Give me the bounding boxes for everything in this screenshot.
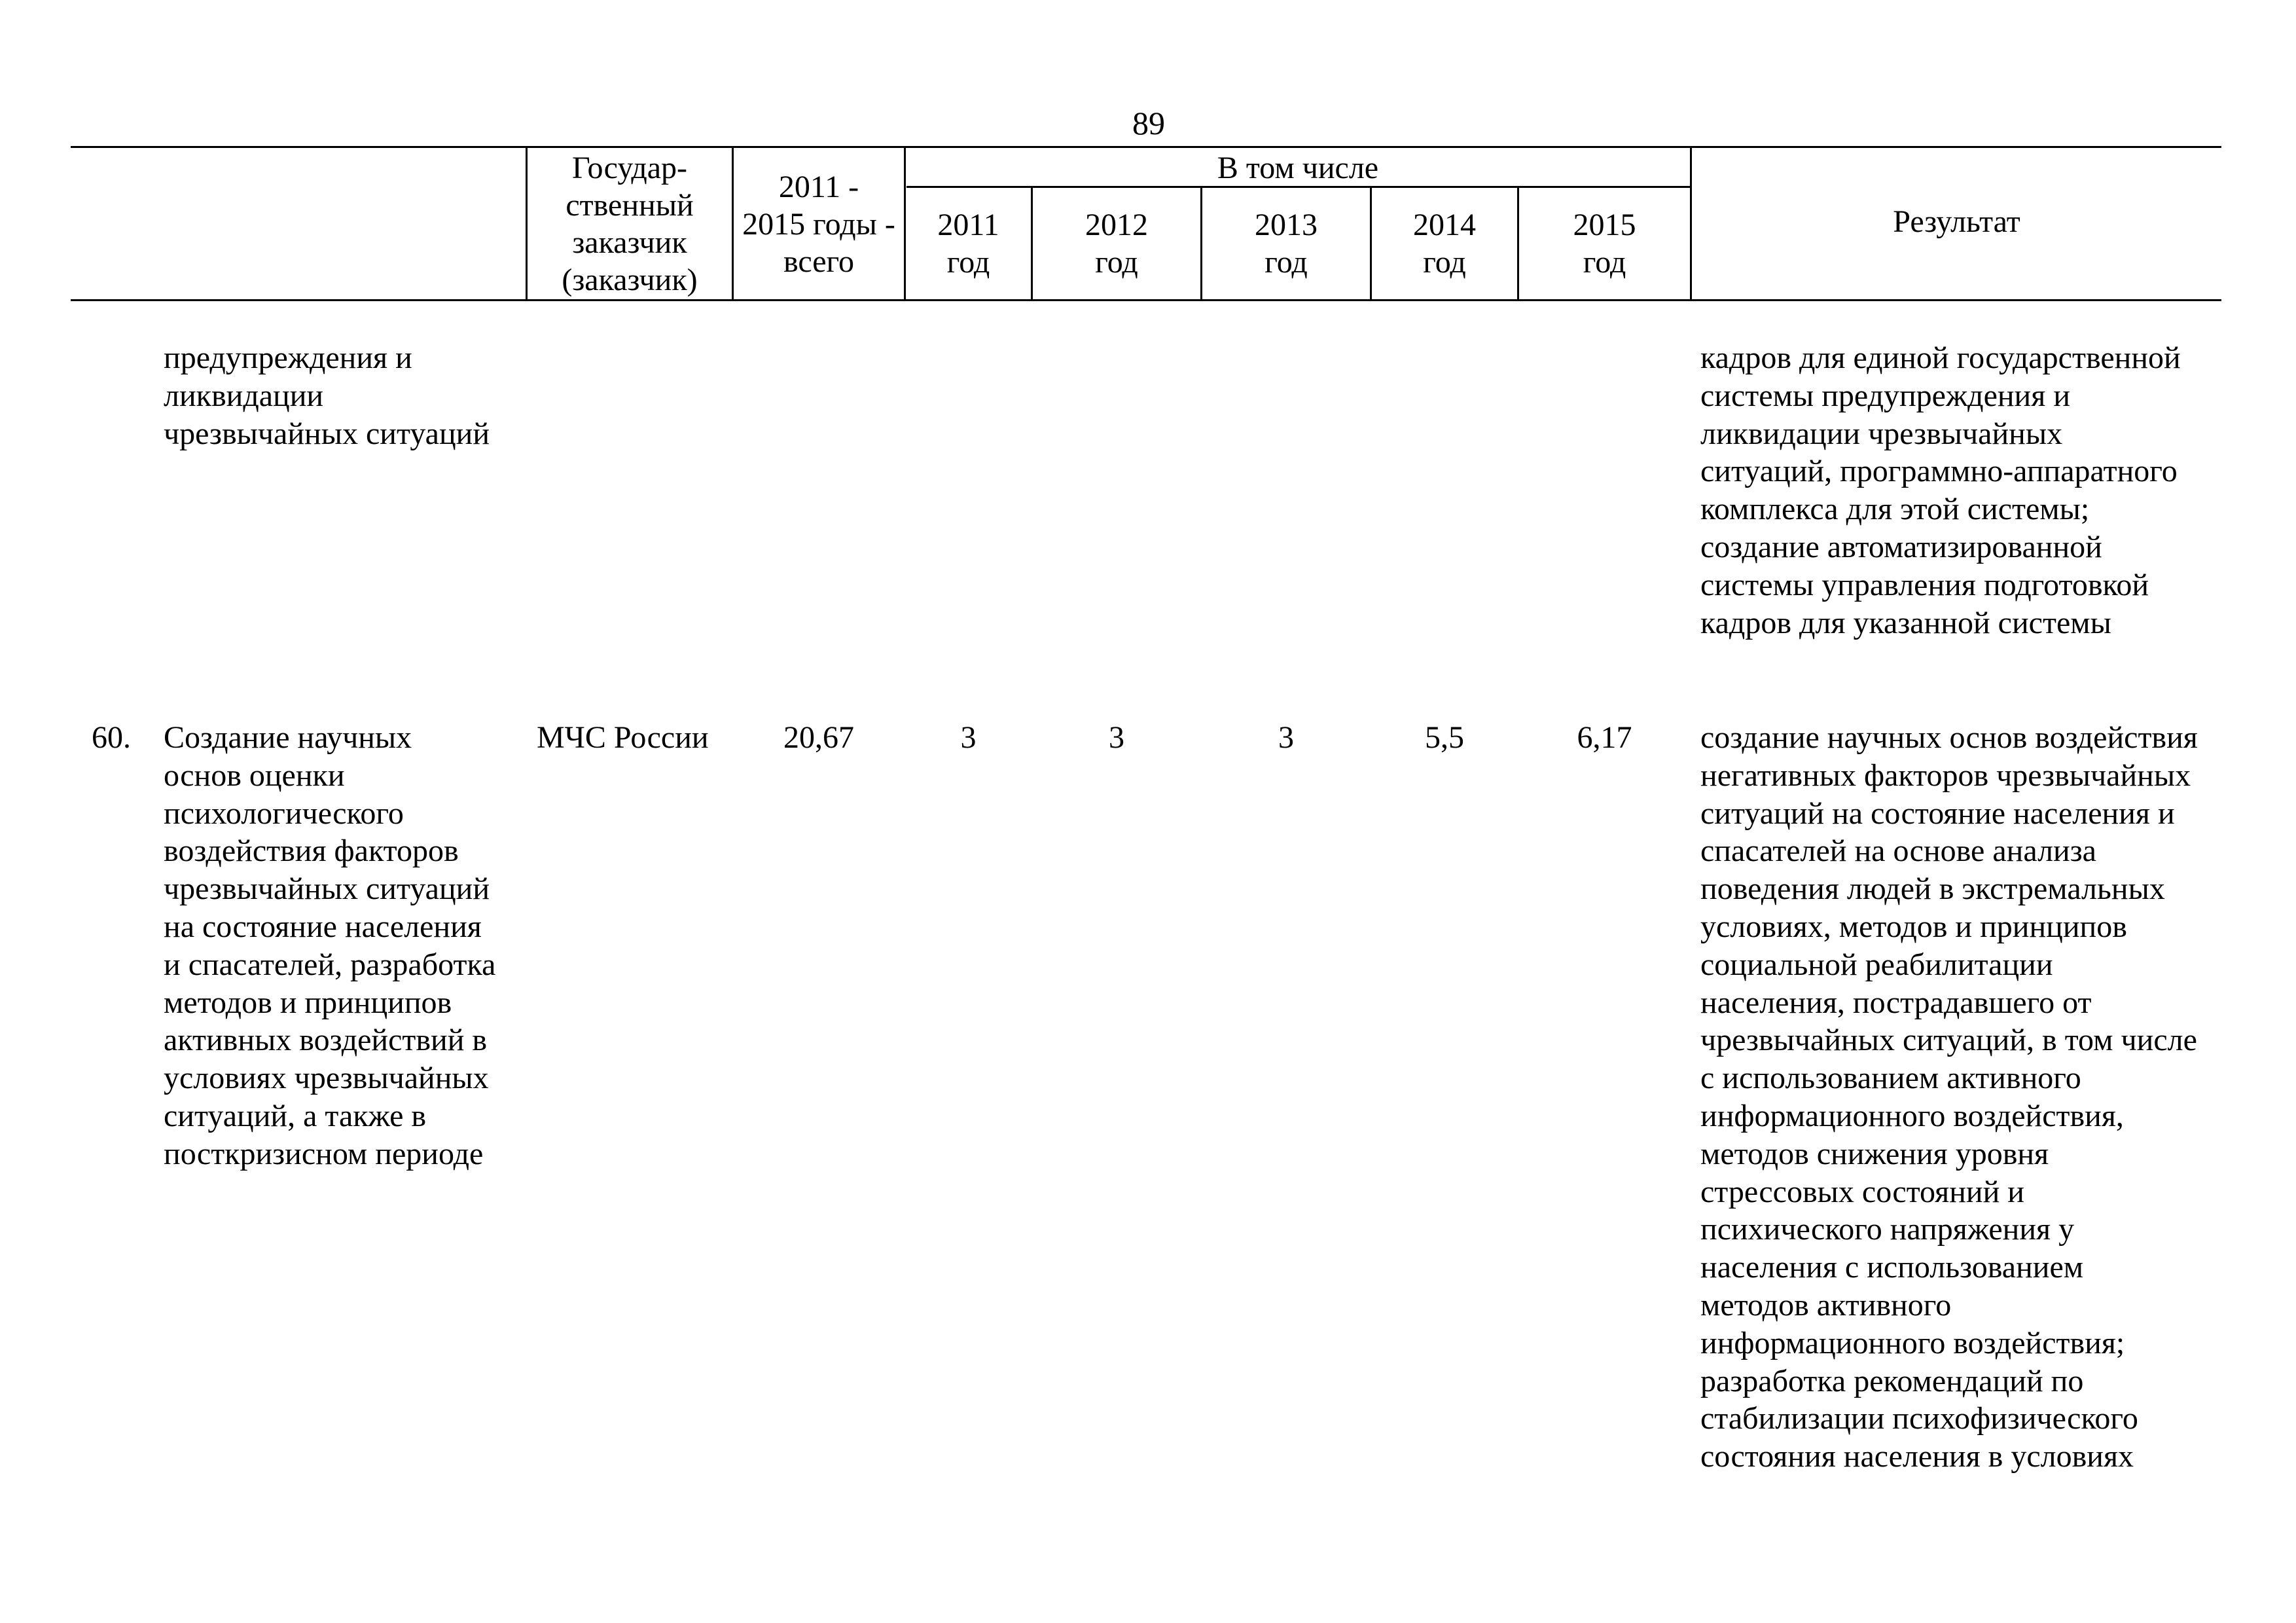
row-60-customer: МЧС России: [537, 720, 709, 755]
continued-row-name: предупреждения и ликвидации чрезвычайных ситуаций: [164, 340, 490, 451]
header-year-2015: 2015 год: [1573, 208, 1636, 280]
row-60-2014: 5,5: [1425, 720, 1464, 755]
row-60-result: создание научных основ воздействия негативных факторов чрезвычайных ситуаций на состояние населения и спасателей на основе анализа поведения людей в экстремальных условиях, методов и принципов социальной реабилитации населения, пострадавшего от чрезвычайных ситуаций, в том числе с использованием активного информационного воздействия, методов снижения уровня стрессовых состояний и психического напряжения у населения с использованием методов активного информационного воздействия; разработка рекомендаций по стабилизации психофизического состояния населения в условиях: [1700, 720, 2198, 1474]
row-60-2015: 6,17: [1577, 720, 1632, 755]
header-year-2013: 2013 год: [1255, 208, 1318, 280]
header-year-2011: 2011 год: [937, 208, 999, 280]
header-result: Результат: [1893, 204, 2020, 239]
row-60-2012: 3: [1109, 720, 1124, 755]
header-including: В том числе: [1217, 151, 1379, 185]
header-total: 2011 - 2015 годы - всего: [742, 170, 895, 279]
page-number: 89: [1132, 105, 1165, 141]
row-60-name: Создание научных основ оценки психологического воздействия факторов чрезвычайных ситуаций на состояние населения и спасателей, разработка методов и принципов активных воздействий в условиях чрезвычайных ситуаций, а также в посткризисном периоде: [164, 720, 496, 1171]
header-top-rule: [71, 146, 2221, 148]
header-customer: Государ- ственный заказчик (заказчик): [562, 151, 698, 297]
row-60-2011: 3: [960, 720, 977, 755]
row-60-number: 60.: [92, 720, 131, 755]
header-year-2012: 2012 год: [1085, 208, 1148, 280]
header-bottom-rule: [71, 299, 2221, 301]
continued-row-result: кадров для единой государственной системы предупреждения и ликвидации чрезвычайных ситуаций, программно-аппаратного комплекса для этой системы; создание автоматизированной системы управления подготовкой кадров для указанной системы: [1700, 340, 2181, 640]
row-60-total: 20,67: [783, 720, 854, 755]
row-60-2013: 3: [1278, 720, 1294, 755]
header-year-2014: 2014 год: [1413, 208, 1476, 280]
